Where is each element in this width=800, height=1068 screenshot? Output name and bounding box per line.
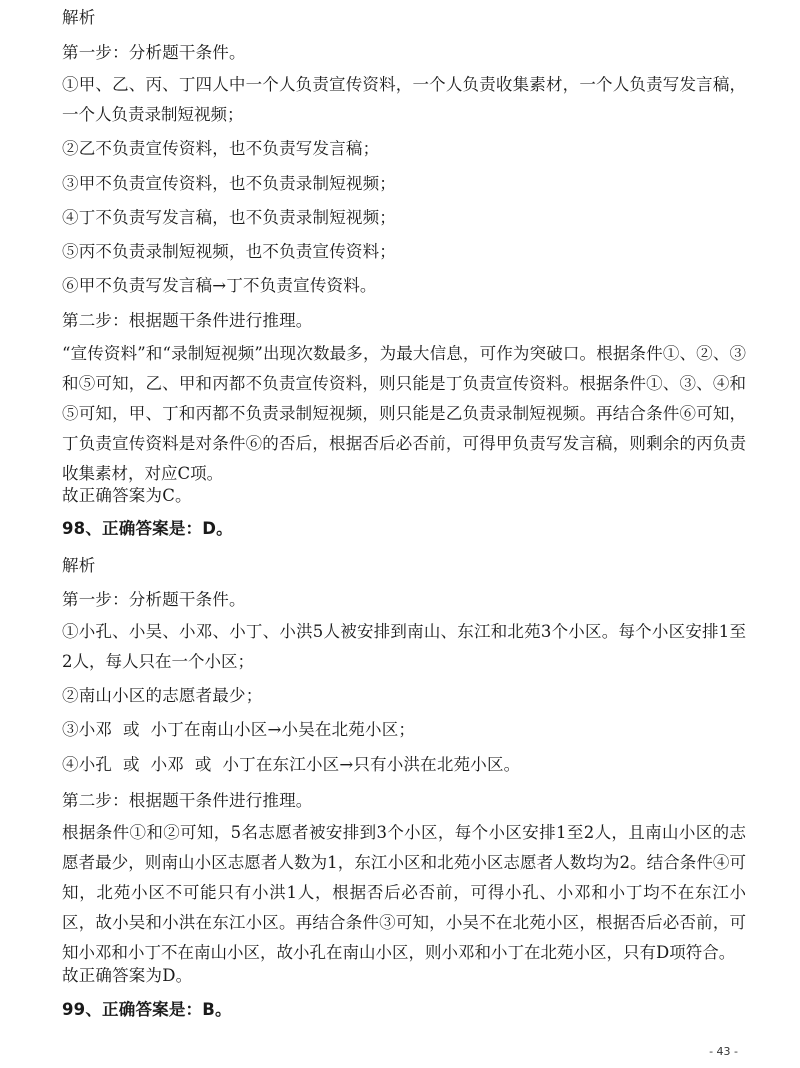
step-two-label: 第二步：根据题干条件进行推理。 bbox=[62, 791, 313, 810]
condition-5: ⑤丙不负责录制短视频，也不负责宣传资料； bbox=[62, 242, 396, 261]
final-answer: 故正确答案为C。 bbox=[62, 486, 192, 505]
condition-2: ②南山小区的志愿者最少； bbox=[62, 686, 263, 705]
condition-6: ⑥甲不负责写发言稿→丁不负责宣传资料。 bbox=[62, 276, 377, 295]
condition-3: ③小邓 或 小丁在南山小区→小吴在北苑小区； bbox=[62, 720, 416, 739]
condition-1: ①甲、乙、丙、丁四人中一个人负责宣传资料，一个人负责收集素材，一个人负责写发言稿，一个人负责录制短视频； bbox=[62, 75, 746, 124]
reasoning-paragraph: “宣传资料”和“录制短视频”出现次数最多，为最大信息，可作为突破口。根据条件①、②、③和⑤可知，乙、甲和丙都不负责宣传资料，则只能是丁负责宣传资料。根据条件①、③、④和⑤可知，甲、丁和丙都不负责录制短视频，则只能是乙负责录制短视频。再结合条件⑥可知，丁负责宣传资料是对条件⑥的否后，根据否后必否前，可得甲负责写发言稿，则剩余的丙负责收集素材，对应C项。 bbox=[62, 344, 746, 483]
reasoning-paragraph: 根据条件①和②可知，5名志愿者被安排到3个小区，每个小区安排1至2人，且南山小区的志愿者最少，则南山小区志愿者人数为1，东江小区和北苑小区志愿者人数均为2。结合条件④可知，北苑小区不可能只有小洪1人，根据否后必否前，可得小孔、小邓和小丁均不在东江小区，故小吴和小洪在东江小区。再结合条件③可知，小吴不在北苑小区，根据否后必否前，可知小邓和小丁不在南山小区，故小孔在南山小区，则小邓和小丁在北苑小区，只有D项符合。 bbox=[62, 823, 746, 962]
condition-4: ④丁不负责写发言稿，也不负责录制短视频； bbox=[62, 208, 396, 227]
question-99-answer-title: 99、正确答案是：B。 bbox=[62, 1000, 232, 1019]
step-one-label: 第一步：分析题干条件。 bbox=[62, 43, 246, 62]
question-98-answer-title: 98、正确答案是：D。 bbox=[62, 519, 233, 538]
condition-1: ①小孔、小吴、小邓、小丁、小洪5人被安排到南山、东江和北苑3个小区。每个小区安排1至2人，每人只在一个小区； bbox=[62, 622, 746, 671]
condition-3: ③甲不负责宣传资料，也不负责录制短视频； bbox=[62, 174, 396, 193]
analysis-heading: 解析 bbox=[62, 8, 96, 27]
step-one-label: 第一步：分析题干条件。 bbox=[62, 590, 246, 609]
analysis-heading: 解析 bbox=[62, 556, 96, 575]
page-number: - 43 - bbox=[709, 1045, 738, 1058]
step-two-label: 第二步：根据题干条件进行推理。 bbox=[62, 311, 313, 330]
final-answer: 故正确答案为D。 bbox=[62, 966, 193, 985]
condition-2: ②乙不负责宣传资料，也不负责写发言稿； bbox=[62, 139, 380, 158]
condition-4: ④小孔 或 小邓 或 小丁在东江小区→只有小洪在北苑小区。 bbox=[62, 755, 521, 774]
